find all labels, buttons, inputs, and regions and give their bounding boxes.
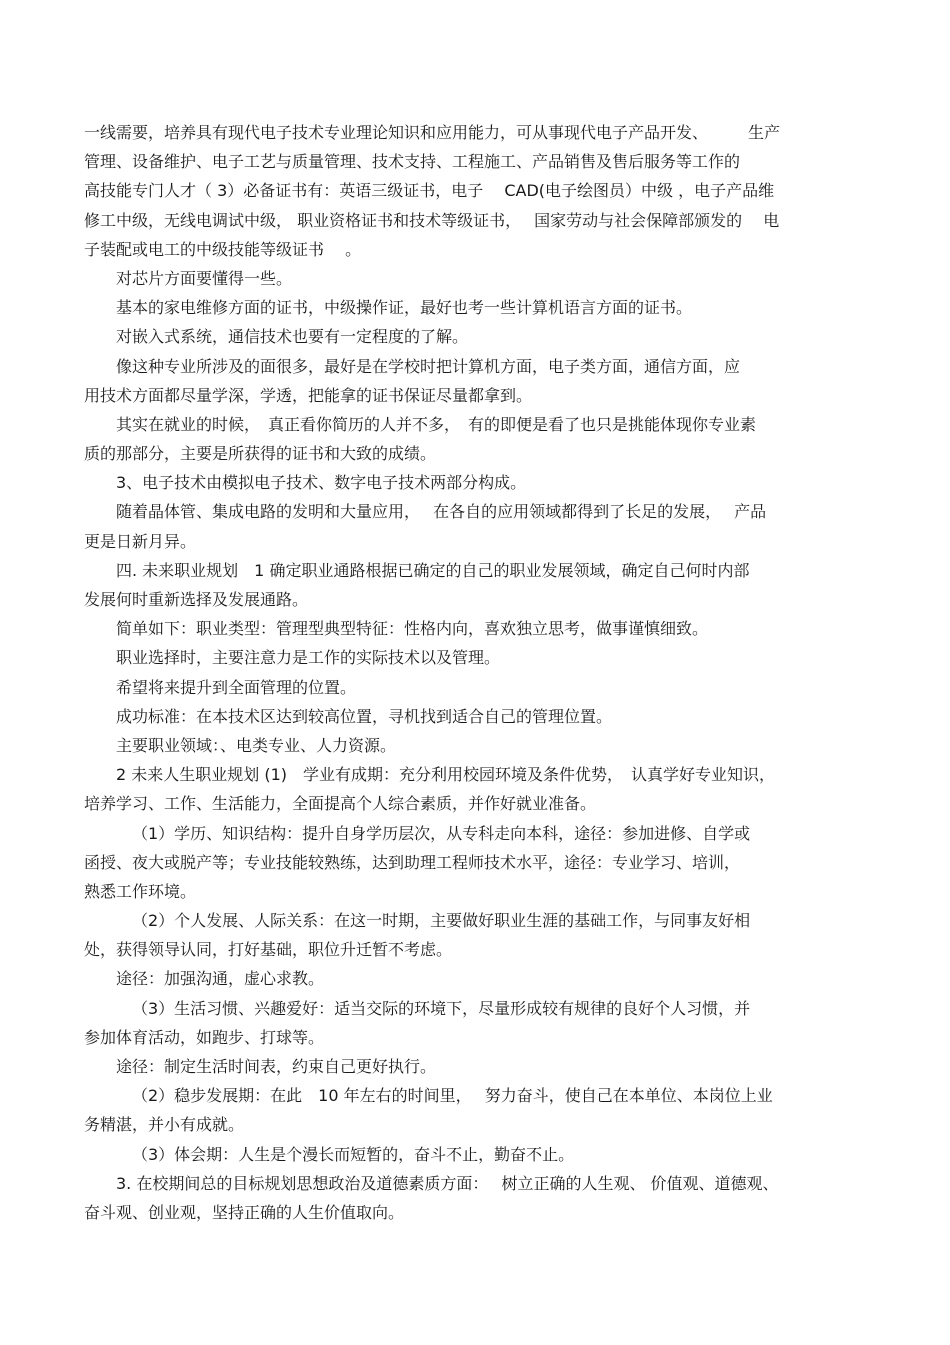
text-line: 培养学习、工作、生活能力，全面提高个人综合素质，并作好就业准备。 — [84, 794, 597, 814]
text-line: 职业选择时，主要注意力是工作的实际技术以及管理。 — [116, 648, 501, 668]
document-body — [84, 118, 870, 1227]
text-line: 子装配或电工的中级技能等级证书 。 — [84, 239, 362, 259]
text-line: 3、电子技术由模拟电子技术、数字电子技术两部分构成。 — [116, 473, 527, 493]
text-line: 修工中级，无线电调试中级， 职业资格证书和技术等级证书， 国家劳动与社会保障部颁发的 电 — [84, 210, 780, 230]
text-line: 务精湛，并小有成就。 — [84, 1115, 245, 1135]
text-line: 希望将来提升到全面管理的位置。 — [116, 677, 357, 697]
text-line: 更是日新月异。 — [84, 531, 197, 551]
text-line: 处，获得领导认同，打好基础，职位升迁暂不考虑。 — [84, 940, 453, 960]
text-line: 参加体育活动，如跑步、打球等。 — [84, 1027, 325, 1047]
text-line: 四. 未来职业规划 1 确定职业通路根据已确定的自己的职业发展领域，确定自己何时内部 — [116, 560, 750, 580]
text-line: （2）稳步发展期：在此 10 年左右的时间里， 努力奋斗，使自己在本单位、本岗位上业 — [132, 1086, 773, 1106]
text-line: 用技术方面都尽量学深，学透，把能拿的证书保证尽量都拿到。 — [84, 385, 533, 405]
text-line: （2）个人发展、人际关系：在这一时期，主要做好职业生涯的基础工作，与同事友好相 — [132, 911, 751, 931]
text-line: 质的那部分，主要是所获得的证书和大致的成绩。 — [84, 444, 437, 464]
text-line: （3）生活习惯、兴趣爱好：适当交际的环境下，尽量形成较有规律的良好个人习惯，并 — [132, 998, 751, 1018]
text-line: （3）体会期：人生是个漫长而短暂的，奋斗不止，勤奋不止。 — [132, 1144, 575, 1164]
text-line: 其实在就业的时候， 真正看你简历的人并不多， 有的即便是看了也只是挑能体现你专业素 — [116, 414, 757, 434]
text-line: 对芯片方面要懂得一些。 — [116, 268, 293, 288]
text-line: 一线需要，培养具有现代电子技术专业理论知识和应用能力，可从事现代电子产品开发、 生产 — [84, 123, 781, 142]
text-line: 基本的家电维修方面的证书，中级操作证，最好也考一些计算机语言方面的证书。 — [116, 298, 693, 318]
text-line: 奋斗观、创业观，坚持正确的人生价值取向。 — [84, 1202, 405, 1222]
text-line: 成功标准：在本技术区达到较高位置，寻机找到适合自己的管理位置。 — [116, 706, 613, 726]
text-line: 函授、夜大或脱产等；专业技能较熟练，达到助理工程师技术水平，途径：专业学习、培训， — [84, 852, 741, 872]
text-line: 像这种专业所涉及的面很多，最好是在学校时把计算机方面，电子类方面，通信方面，应 — [116, 356, 741, 376]
text-line: 主要职业领域：、电类专业、人力资源。 — [116, 735, 397, 755]
text-line: 高技能专门人才（ 3）必备证书有：英语三级证书，电子 CAD(电子绘图员）中级 ，电子产品维 — [84, 181, 775, 201]
text-line: （1）学历、知识结构：提升自身学历层次，从专科走向本科，途径：参加进修、自学或 — [132, 823, 751, 843]
text-line: 管理、设备维护、电子工艺与质量管理、技术支持、工程施工、产品销售及售后服务等工作的 — [84, 152, 741, 172]
text-line: 途径：制定生活时间表，约束自己更好执行。 — [116, 1057, 437, 1076]
text-line: 2 未来人生职业规划 (1) 学业有成期：充分利用校园环境及条件优势， 认真学好专业知识， — [116, 765, 776, 785]
text-line: 熟悉工作环境。 — [84, 881, 197, 901]
text-line: 对嵌入式系统，通信技术也要有一定程度的了解。 — [116, 327, 469, 347]
text-line: 随着晶体管、集成电路的发明和大量应用， 在各自的应用领域都得到了长足的发展， 产品 — [116, 502, 767, 522]
text-line: 途径：加强沟通，虚心求教。 — [116, 969, 325, 989]
text-line: 3. 在校期间总的目标规划思想政治及道德素质方面： 树立正确的人生观、 价值观、道德观、 — [116, 1173, 779, 1193]
text-line: 发展何时重新选择及发展通路。 — [84, 590, 309, 609]
text-line: 简单如下：职业类型：管理型典型特征：性格内向，喜欢独立思考，做事谨慎细致。 — [116, 619, 709, 639]
